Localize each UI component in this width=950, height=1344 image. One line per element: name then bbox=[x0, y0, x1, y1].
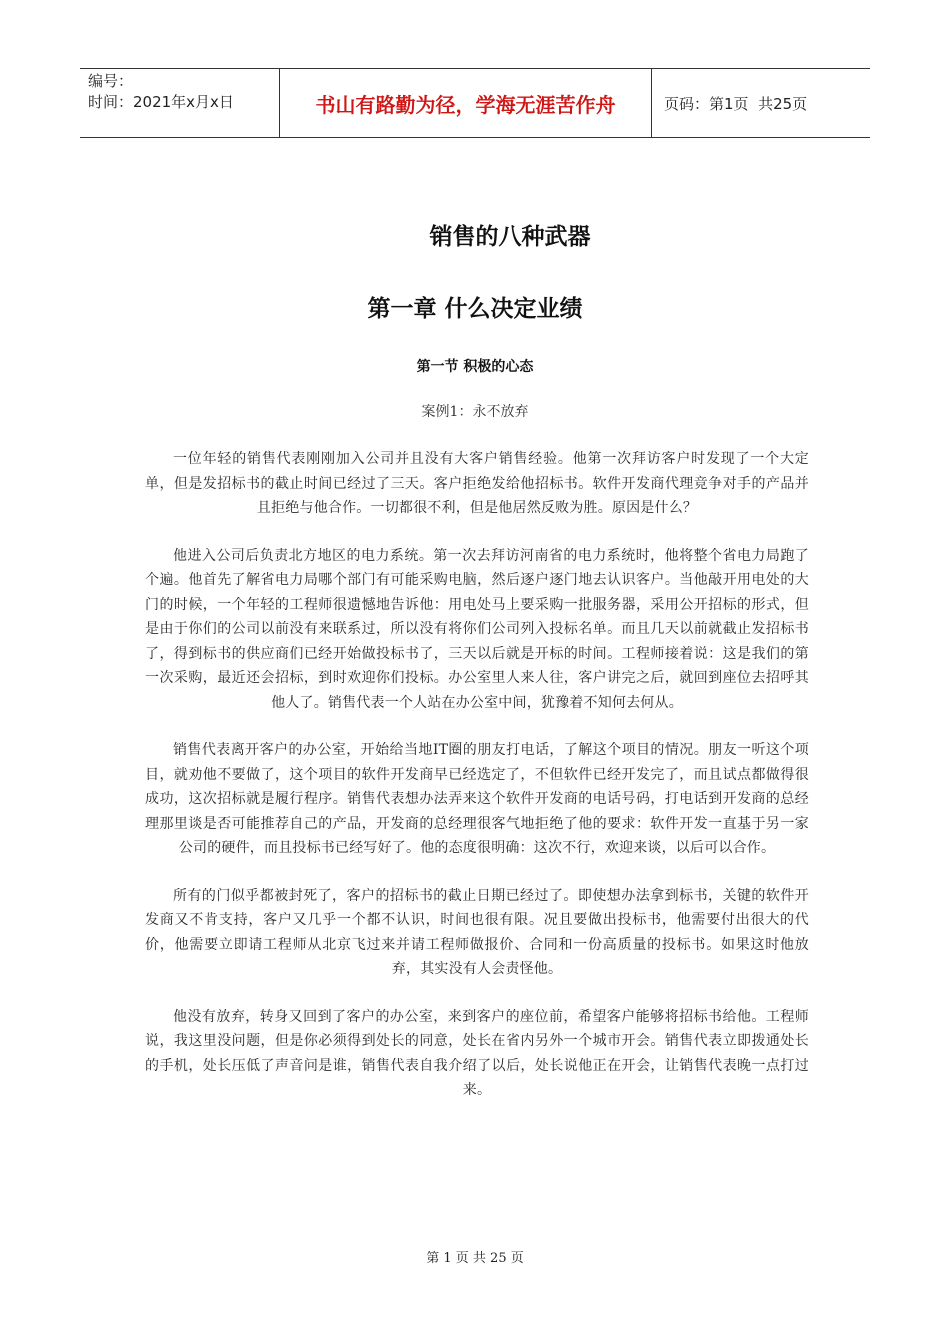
header-motto: 书山有路勤为径，学海无涯苦作舟 bbox=[280, 69, 652, 137]
header-meta bbox=[80, 69, 280, 137]
body-text bbox=[145, 447, 809, 1126]
page-footer: 第 1 页 共 25 页 bbox=[426, 1251, 524, 1266]
chapter-title: 第一章 什么决定业绩 bbox=[367, 296, 583, 322]
time-label: 时间：2021年x月x日 bbox=[88, 93, 234, 111]
page-code-text: 页码：第1页 共25页 bbox=[664, 94, 808, 113]
paragraph: 他进入公司后负责北方地区的电力系统。第一次去拜访河南省的电力系统时，他将整个省电力局跑了个遍。他首先了解省电力局哪个部门有可能采购电脑，然后逐户逐门地去认识客户。当他敲开用电处的大门的时候，一个年轻的工程师很遗憾地告诉他：用电处马上要采购一批服务器，采用公开招标的形式，但是由于你们的公司以前没有来联系过，所以没有将你们公司列入投标名单。而且几天以前就截止发招标书了，得到标书的供应商们已经开始做投标书了，三天以后就是开标的时间。工程师接着说：这是我们的第一次采购，最近还会招标，到时欢迎你们投标。办公室里人来人往，客户讲完之后，就回到座位去招呼其他人了。销售代表一个人站在办公室中间，犹豫着不知何去何从。 bbox=[145, 547, 809, 711]
paragraph: 他没有放弃，转身又回到了客户的办公室，来到客户的座位前，希望客户能够将招标书给他。工程师说，我这里没问题，但是你必须得到处长的同意，处长在省内另外一个城市开会。销售代表立即拨通处长的手机，处长压低了声音问是谁，销售代表自我介绍了以后，处长说他正在开会，让销售代表晚一点打过来。 bbox=[145, 1008, 809, 1098]
section-title: 第一节 积极的心态 bbox=[416, 359, 534, 375]
number-label: 编号： bbox=[88, 72, 134, 90]
header-page-code bbox=[652, 69, 870, 137]
case-title: 案例1：永不放弃 bbox=[421, 404, 529, 420]
paragraph: 所有的门似乎都被封死了，客户的招标书的截止日期已经过了。即使想办法拿到标书，关键的软件开发商又不肯支持，客户又几乎一个都不认识，时间也很有限。况且要做出投标书，他需要付出很大的代价，他需要立即请工程师从北京飞过来并请工程师做报价、合同和一份高质量的投标书。如果这时他放弃，其实没有人会责怪他。 bbox=[145, 887, 809, 977]
document-title: 销售的八种武器 bbox=[429, 224, 591, 250]
document-header bbox=[80, 68, 870, 138]
paragraph: 销售代表离开客户的办公室，开始给当地IT圈的朋友打电话，了解这个项目的情况。朋友一听这个项目，就劝他不要做了，这个项目的软件开发商早已经选定了，不但软件已经开发完了，而且试点都做得很成功，这次招标就是履行程序。销售代表想办法弄来这个软件开发商的电话号码，打电话到开发商的总经理那里谈是否可能推荐自己的产品，开发商的总经理很客气地拒绝了他的要求：软件开发一直基于另一家公司的硬件，而且投标书已经写好了。他的态度很明确：这次不行，欢迎来谈，以后可以合作。 bbox=[145, 742, 809, 856]
paragraph: 一位年轻的销售代表刚刚加入公司并且没有大客户销售经验。他第一次拜访客户时发现了一个大定单，但是发招标书的截止时间已经过了三天。客户拒绝发给他招标书。软件开发商代理竞争对手的产品并且拒绝与他合作。一切都很不利，但是他居然反败为胜。原因是什么？ bbox=[145, 451, 809, 516]
